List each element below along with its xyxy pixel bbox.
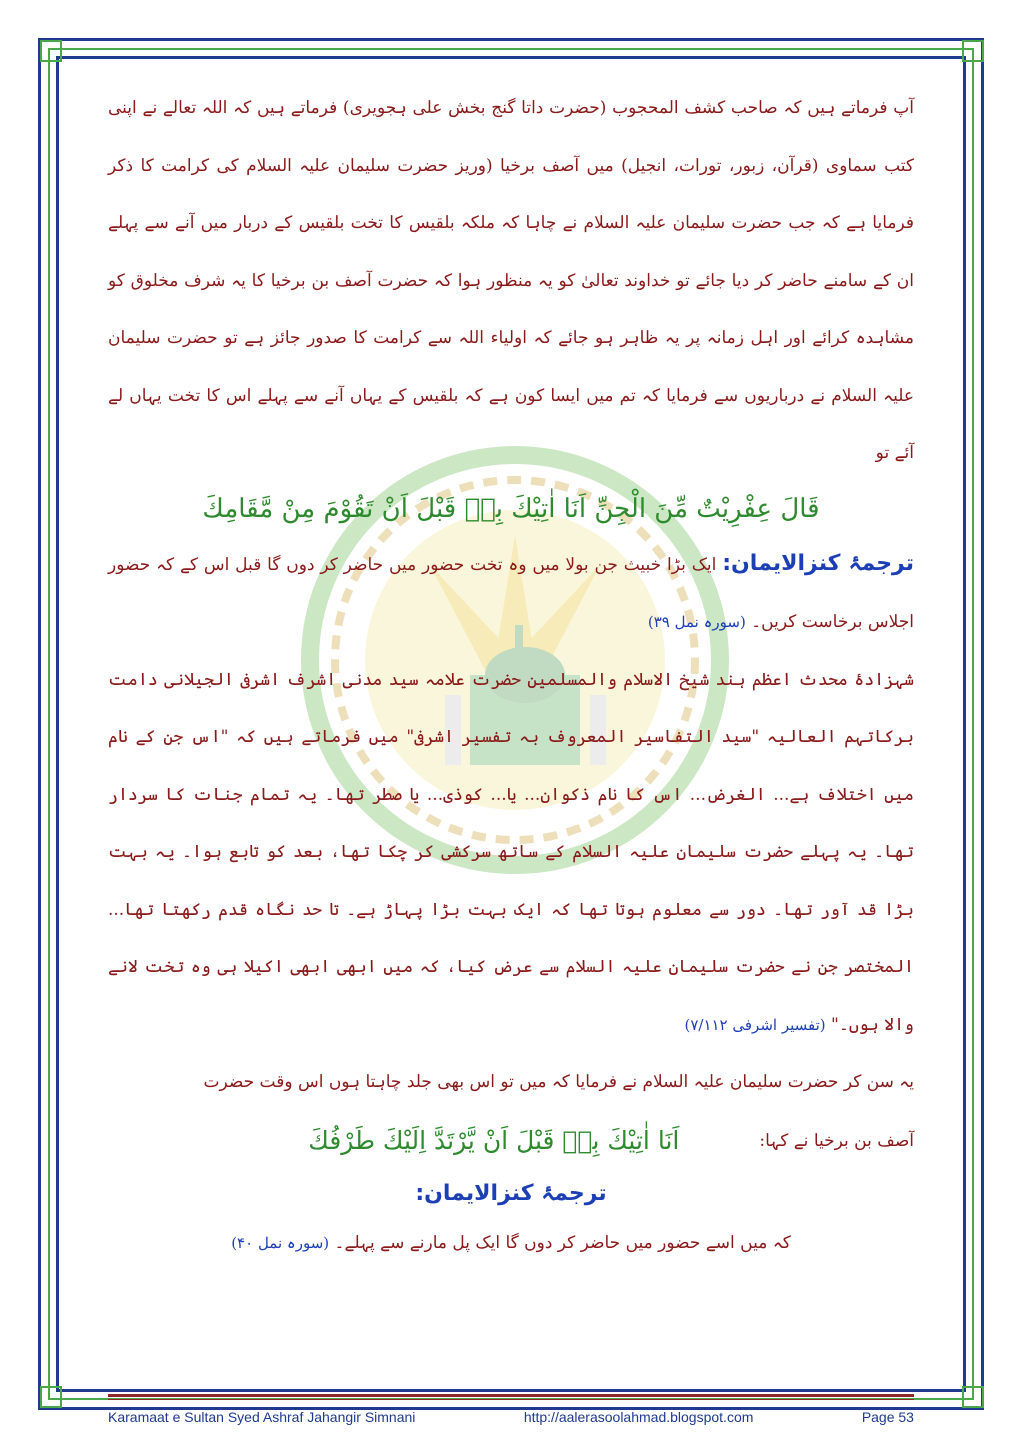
paragraph-tafseer-ashrafi bbox=[108, 652, 914, 1055]
translation-text-2: کہ میں اسے حضور میں حاضر کر دوں گا ایک پل مارنے سے پہلے۔ bbox=[334, 1232, 791, 1253]
footer-page-number: Page 53 bbox=[861, 1409, 914, 1425]
reference-tafseer: (تفسیر اشرفی ۷/۱۱۲) bbox=[684, 1015, 826, 1034]
lead-in-text: آصف بن برخیا نے کہا: bbox=[759, 1131, 914, 1151]
corner-ornament-bottom-left bbox=[40, 1386, 62, 1408]
translation-block-1 bbox=[108, 535, 914, 652]
footer-url-link[interactable]: http://aalerasoolahmad.blogspot.com bbox=[523, 1409, 754, 1425]
corner-ornament-bottom-right bbox=[962, 1386, 984, 1408]
translation-label-1: ترجمۂ کنزالایمان: bbox=[722, 550, 914, 576]
quran-verse-2: اَنَا اٰتِيْكَ بِهٖ قَبْلَ اَنْ يَّرْتَدَّ اِلَيْكَ طَرْفُكَ bbox=[308, 1126, 680, 1155]
footer-divider bbox=[108, 1394, 914, 1397]
translation-heading-2 bbox=[108, 1170, 914, 1218]
translation-text-1: ایک بڑا خبیث جن بولا میں وہ تخت حضور میں حاضر کر دوں گا قبل اس کے کہ حضور اجلاس برخاست کریں۔ bbox=[108, 554, 914, 632]
translation-block-2 bbox=[108, 1218, 914, 1268]
reference-surah-naml-40: (سورہ نمل ۴۰) bbox=[231, 1233, 330, 1252]
reference-surah-naml-39: (سورہ نمل ۳۹) bbox=[647, 613, 746, 631]
corner-ornament-top-right bbox=[962, 40, 984, 62]
paragraph-response: یہ سن کر حضرت سلیمان علیہ السلام نے فرمایا کہ میں تو اس بھی جلد چاہتا ہوں اس وقت حضرت bbox=[203, 1072, 914, 1092]
paragraph-karamat-intro: آپ فرماتے ہیں کہ صاحب کشف المحجوب (حضرت داتا گنج بخش علی ہجویری) فرماتے ہیں کہ اللہ تعالے نے اپنی کتب سماوی (قرآن، زبور، تورات، انجیل) میں آصف برخیا (وریز حضرت سلیمان علیہ السلام کی کرامت کا ذکر فرمایا ہے کہ جب حضرت سلیمان علیہ السلام نے چاہا کہ ملکہ بلقیس کا تخت بلقیس کے دربار میں آنے سے پہلے ان کے سامنے حاضر کر دیا جائے تو خداوند تعالیٰ کو یہ منظور ہوا کہ حضرت آصف بن برخیا کا یہ شرف مخلوق کو مشاہدہ کرائے اور اہل زمانہ پر یہ ظاہر ہو جائے کہ اولیاء اللہ سے کرامت کا صدور جائز ہے تو حضرت سلیمان علیہ السلام نے درباریوں سے فرمایا کہ تم میں ایسا کون ہے کہ بلقیس کے یہاں آنے سے پہلے اس کا تخت یہاں لے آئے تو bbox=[108, 98, 914, 463]
page-footer bbox=[108, 1405, 914, 1429]
asif-verse-row bbox=[108, 1112, 914, 1170]
footer-book-title: Karamaat e Sultan Syed Ashraf Jahangir Simnani bbox=[108, 1409, 416, 1425]
translation-label-2: ترجمۂ کنزالایمان: bbox=[415, 1180, 607, 1206]
corner-ornament-top-left bbox=[40, 40, 62, 62]
tafseer-text: شہزادۂ محدث اعظم ہند شیخ الاسلام والمسلمین حضرت علامہ سید مدنی اشرف اشرفی الجیلانی دامت برکاتہم العالیہ "سید التفاسیر المعروف بہ تفسیر اشرفی" میں فرماتے ہیں کہ "اس جن کے نام میں اختلاف ہے... الغرض... اس کا نام ذکوان... یا... کوذی... یا صطر تھا۔ یہ تمام جنات کا سردار تھا۔ یہ پہلے حضرت سلیمان علیہ السلام کے ساتھ سرکشی کر چکا تھا، بعد کو تابع ہوا۔ یہ بہت بڑا قد آور تھا۔ دور سے معلوم ہوتا تھا کہ ایک بہت بڑا پہاڑ ہے۔ تا حد نگاہ قدم رکھتا تھا... المختصر جن نے حضرت سلیمان علیہ السلام سے عرض کیا، کہ میں ابھی ابھی اکیلا ہی وہ تخت لانے والا ہوں۔" bbox=[108, 669, 914, 1035]
footer-divider-thin bbox=[108, 1399, 914, 1400]
quran-verse-1: قَالَ عِفْرِيْتٌ مِّنَ الْجِنِّ اَنَا اٰتِيْكَ بِهٖ قَبْلَ اَنْ تَقُوْمَ مِنْ مَّقَامِكَ bbox=[202, 493, 820, 524]
page-content bbox=[108, 80, 914, 1268]
